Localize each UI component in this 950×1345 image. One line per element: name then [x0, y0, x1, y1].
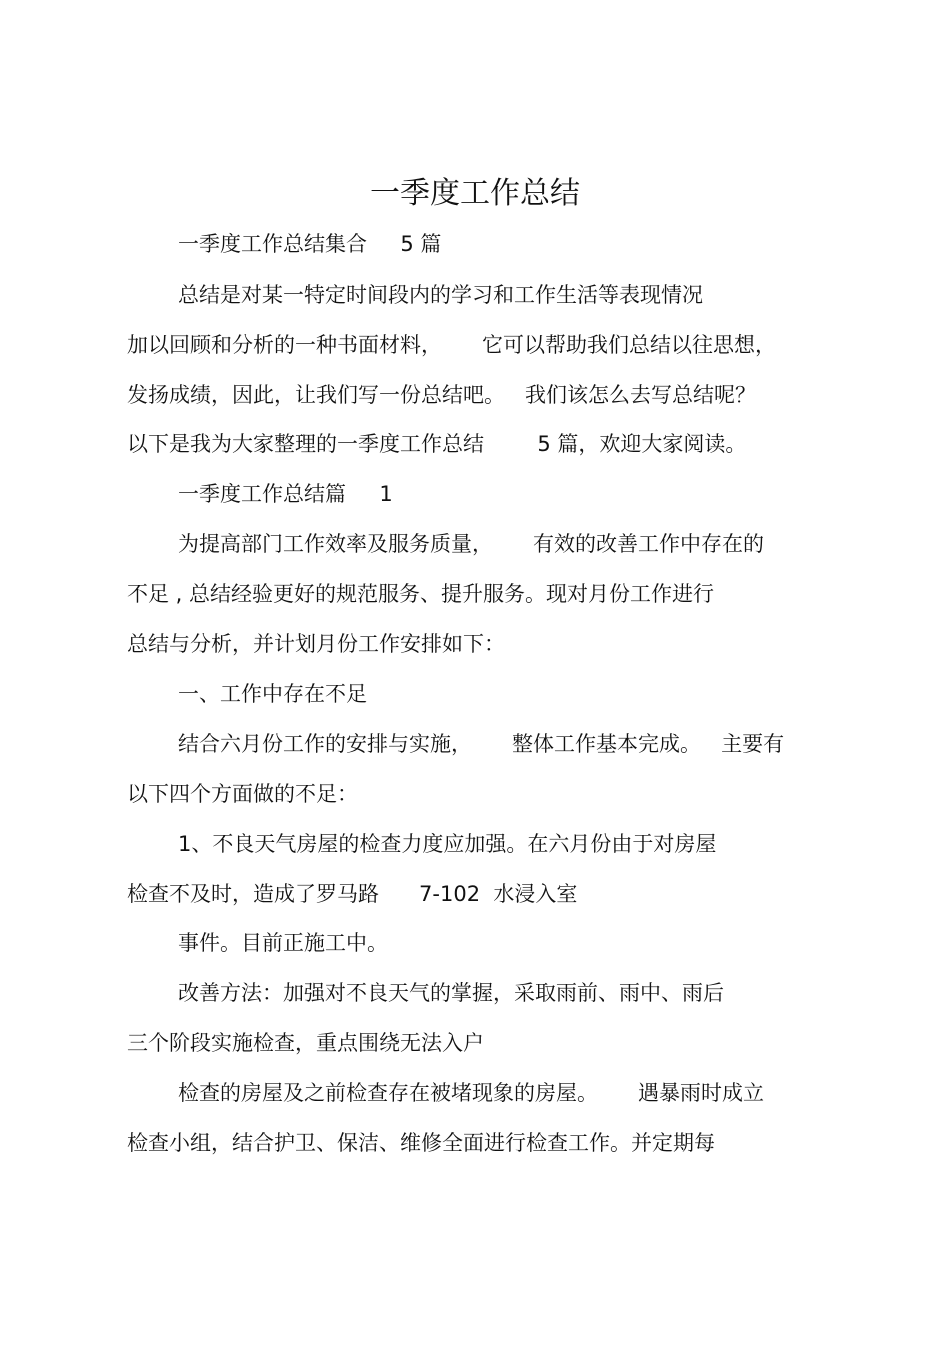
- paragraph-line: 发扬成绩，因此，让我们写一份总结吧。 我们该怎么去写总结呢？: [127, 383, 757, 407]
- paragraph-line: 为提高部门工作效率及服务质量， 有效的改善工作中存在的: [178, 532, 765, 556]
- document-title: 一季度工作总结: [370, 176, 580, 211]
- paragraph-line: 1、不良天气房屋的检查力度应加强。在六月份由于对房屋: [178, 832, 717, 856]
- paragraph-line: 结合六月份工作的安排与实施， 整体工作基本完成。 主要有: [178, 732, 785, 756]
- paragraph-line: 以下四个方面做的不足：: [127, 782, 358, 806]
- section-heading: 一、工作中存在不足: [178, 682, 367, 706]
- paragraph-line: 改善方法：加强对不良天气的掌握，采取雨前、雨中、雨后: [178, 981, 724, 1005]
- paragraph-line: 检查的房屋及之前检查存在被堵现象的房屋。 遇暴雨时成立: [178, 1081, 765, 1105]
- paragraph-line: 加以回顾和分析的一种书面材料， 它可以帮助我们总结以往思想，: [127, 333, 777, 357]
- paragraph-line: 总结与分析，并计划月份工作安排如下：: [127, 632, 505, 656]
- paragraph-line: 三个阶段实施检查，重点围绕无法入户: [127, 1031, 484, 1055]
- section-heading: 一季度工作总结篇 1: [178, 482, 393, 506]
- paragraph-line: 事件。目前正施工中。: [178, 931, 388, 955]
- paragraph-line: 一季度工作总结集合 5 篇: [178, 232, 442, 256]
- paragraph-line: 检查小组，结合护卫、保洁、维修全面进行检查工作。并定期每: [127, 1131, 715, 1155]
- paragraph-line: 以下是我为大家整理的一季度工作总结 5 篇，欢迎大家阅读。: [127, 432, 747, 456]
- paragraph-line: 不足 , 总结经验更好的规范服务、提升服务。现对月份工作进行: [127, 582, 715, 606]
- paragraph-line: 检查不及时，造成了罗马路 7-102 水浸入室: [127, 882, 578, 906]
- paragraph-line: 总结是对某一特定时间段内的学习和工作生活等表现情况: [178, 283, 703, 307]
